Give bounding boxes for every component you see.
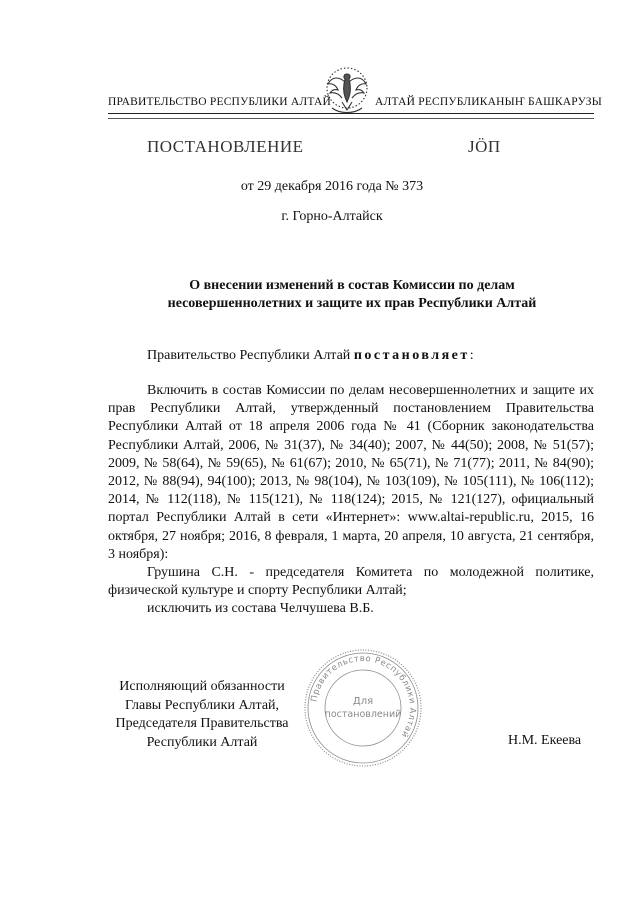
header-rule [108,113,594,114]
body-paragraph-member: Грушина С.Н. - председателя Комитета по молодежной политике, физической культуре и спорту Республики Алтай; [108,565,594,599]
signatory-position [108,678,296,752]
body-paragraph-exclude: исключить из состава Челчушева В.Б. [147,601,374,617]
body-paragraph-include: Включить в состав Комиссии по делам несовершеннолетних и защите их прав Республики Алтай, утвержденный постановлением Правительства Республики Алтай от 18 апреля 2006 года № 41 (Сборник законодательства Республики Алтай, 2006, № 31(37), № 34(40); 2007, № 44(50); 2008, № 51(57); 2009, № 58(64), № 59(65), № 61(67); 2010, № 65(71), № 71(77); 2011, № 84(90); 2012, № 88(94), 94(100); 2013, № 98(104), № 103(109), № 105(111), № 106(112); 2014, № 112(118), № 115(121), № 118(124); 2015, № 121(127), официальный портал Республики Алтай в сети «Интернет»: www.altai-republic.ru, 2015, 16 октября, 27 ноября; 2016, 8 февраля, 1 марта, 20 апреля, 10 августа, 21 сентября, 3 ноября): [108,383,594,562]
signatory-position-line: Республики Алтай [146,734,258,750]
signatory-position-line: Председателя Правительства [115,716,289,731]
document-city: г. Горно-Алтайск [281,209,383,224]
government-name-ru: ПРАВИТЕЛЬСТВО РЕСПУБЛИКИ АЛТАЙ [108,96,332,108]
stamp-ring-text: Правительство Республики Алтай [309,653,418,740]
preamble-end: : [469,348,474,363]
signatory-position-line: Главы Республики Алтай, [124,697,280,713]
document-body [108,382,594,619]
official-stamp [298,643,428,773]
signatory-name: Н.М. Екеева [508,733,582,748]
government-name-alt: АЛТАЙ РЕСПУБЛИКАНЫҤ БАШКАРУЗЫ [375,96,602,108]
stamp-center-line: постановлений [324,709,402,720]
document-title-line: несовершеннолетних и защите их прав Республики Алтай [167,296,537,311]
stamp-center-line: Для [352,696,374,707]
signatory-position-line: Исполняющий обязанности [119,679,285,694]
decree-word: постановляет [353,348,470,363]
document-type-alt: JӦП [468,137,501,156]
document-title [108,277,596,313]
document-type-ru: ПОСТАНОВЛЕНИЕ [147,137,304,156]
document-title-line: О внесении изменений в состав Комиссии по делам [189,278,515,293]
preamble-text: Правительство Республики Алтай [147,348,354,363]
coat-of-arms-icon [322,62,372,120]
preamble [147,348,474,364]
header-rule-thin [108,118,594,119]
document-date-number: от 29 декабря 2016 года № 373 [240,179,424,194]
